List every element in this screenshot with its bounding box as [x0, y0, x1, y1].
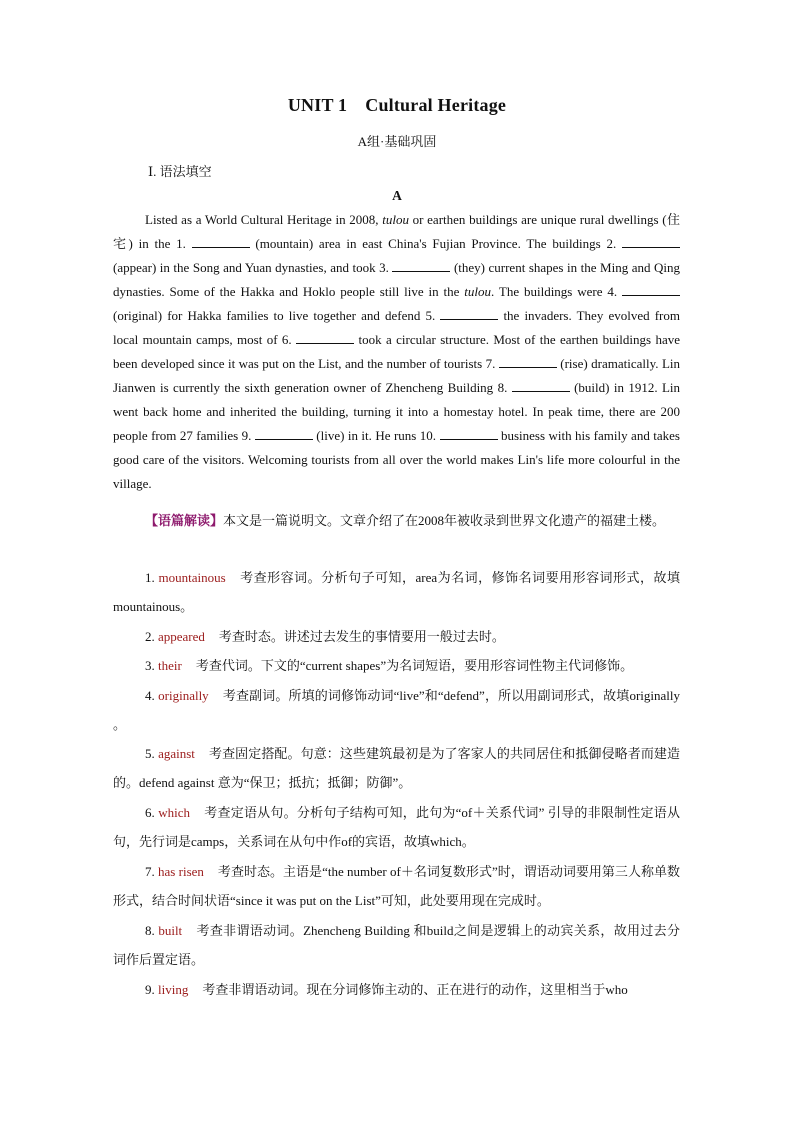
answer-text: mountainous — [158, 570, 226, 585]
blank-5[interactable] — [440, 307, 498, 320]
section-heading: Ⅰ. 语法填空 — [148, 164, 212, 179]
answer-item: 1. mountainous 考查形容词。分析句子可知，area为名词，修饰名词要用形容词形式，故填mountainous。 — [113, 570, 681, 614]
answer-text: living — [158, 982, 189, 997]
analysis-tag: 【语篇解读】 — [145, 513, 224, 528]
tulou-term: tulou — [382, 212, 409, 227]
blank-9[interactable] — [255, 427, 313, 440]
answer-item: 7. has risen 考查时态。主语是“the number of＋名词复数形式”时，谓语动词要用第三人称单数形式，结合时间状语“since it was put on the List”可知，此处要用现在完成时。 — [113, 864, 681, 908]
unit-topic: Cultural Heritage — [365, 95, 507, 115]
answer-text: has risen — [158, 864, 204, 879]
answer-item: 8. built 考查非谓语动词。Zhencheng Building 和build之间是逻辑上的动宾关系，故用过去分词作后置定语。 — [113, 923, 681, 967]
answer-item: 9. living 考查非谓语动词。现在分词修饰主动的、正在进行的动作，这里相当于who — [145, 982, 628, 997]
answer-item: 3. their 考查代词。下文的“current shapes”为名词短语，要用形容词性物主代词修饰。 — [145, 658, 634, 673]
group-subtitle: A组·基础巩固 — [357, 134, 437, 149]
answer-item: 6. which 考查定语从句。分析句子结构可知，此句为“of＋关系代词” 引导的非限制性定语从句，先行词是camps，关系词在从句中作of的宾语，故填which。 — [113, 805, 680, 849]
analysis-paragraph — [113, 509, 680, 533]
blank-8[interactable] — [512, 379, 570, 392]
answer-item: 2. appeared 考查时态。讲述过去发生的事情要用一般过去时。 — [145, 629, 505, 644]
answer-text: appeared — [158, 629, 205, 644]
answer-text: which — [158, 805, 191, 820]
blank-2[interactable] — [622, 235, 680, 248]
blank-3[interactable] — [392, 259, 450, 272]
tulou-term: tulou — [464, 284, 491, 299]
blank-1[interactable] — [192, 235, 250, 248]
passage-text: Listed as a World Cultural Heritage in 2008, tulou or earthen buildings are unique rural dwellings (住宅) in the 1. (mountain) area in east China's Fujian Province. The buildings 2. (appear) in the Song and Yuan dynasties, and took 3. (they) current shapes in the Ming and Qing dynasties. Some of the Hakka and Hoklo people still live in the tulou. The buildings were 4. (original) for Hakka families to live together and defend 5. the invaders. They evolved from local mountain camps, most of 6. took a circular structure. Most of the earthen buildings have been developed since it was put on the List, and the number of tourists 7. (rise) dramatically. Lin Jianwen is currently the sixth generation owner of Zhencheng Building 8. (build) in 1912. Lin went back home and inherited the building, turning it into a homestay hotel. In peak time, there are 200 people from 27 families 9. (live) in it. He runs 10. business with his family and takes good care of the visitors. Welcoming tourists from all over the world makes Lin's life more colourful in the village. — [113, 212, 681, 491]
analysis-text: 本文是一篇说明文。文章介绍了在2008年被收录到世界文化遗产的福建土楼。 — [223, 513, 666, 528]
passage-label: A — [392, 188, 402, 203]
blank-4[interactable] — [622, 283, 680, 296]
blank-6[interactable] — [296, 331, 354, 344]
answer-text: their — [158, 658, 182, 673]
answer-item: 4. originally 考查副词。所填的词修饰动词“live”和“defend”，所以用副词形式，故填originally 。 — [113, 688, 680, 732]
answer-item: 5. against 考查固定搭配。句意：这些建筑最初是为了客家人的共同居住和抵御侵略者而建造的。defend against 意为“保卫；抵抗；抵御；防御”。 — [113, 746, 680, 790]
unit-label: UNIT 1 — [287, 95, 348, 115]
answer-text: originally — [158, 688, 209, 703]
blank-10[interactable] — [440, 427, 498, 440]
blank-7[interactable] — [499, 355, 557, 368]
answer-text: built — [158, 923, 183, 938]
page-title — [0, 95, 794, 116]
answer-text: against — [158, 746, 195, 761]
